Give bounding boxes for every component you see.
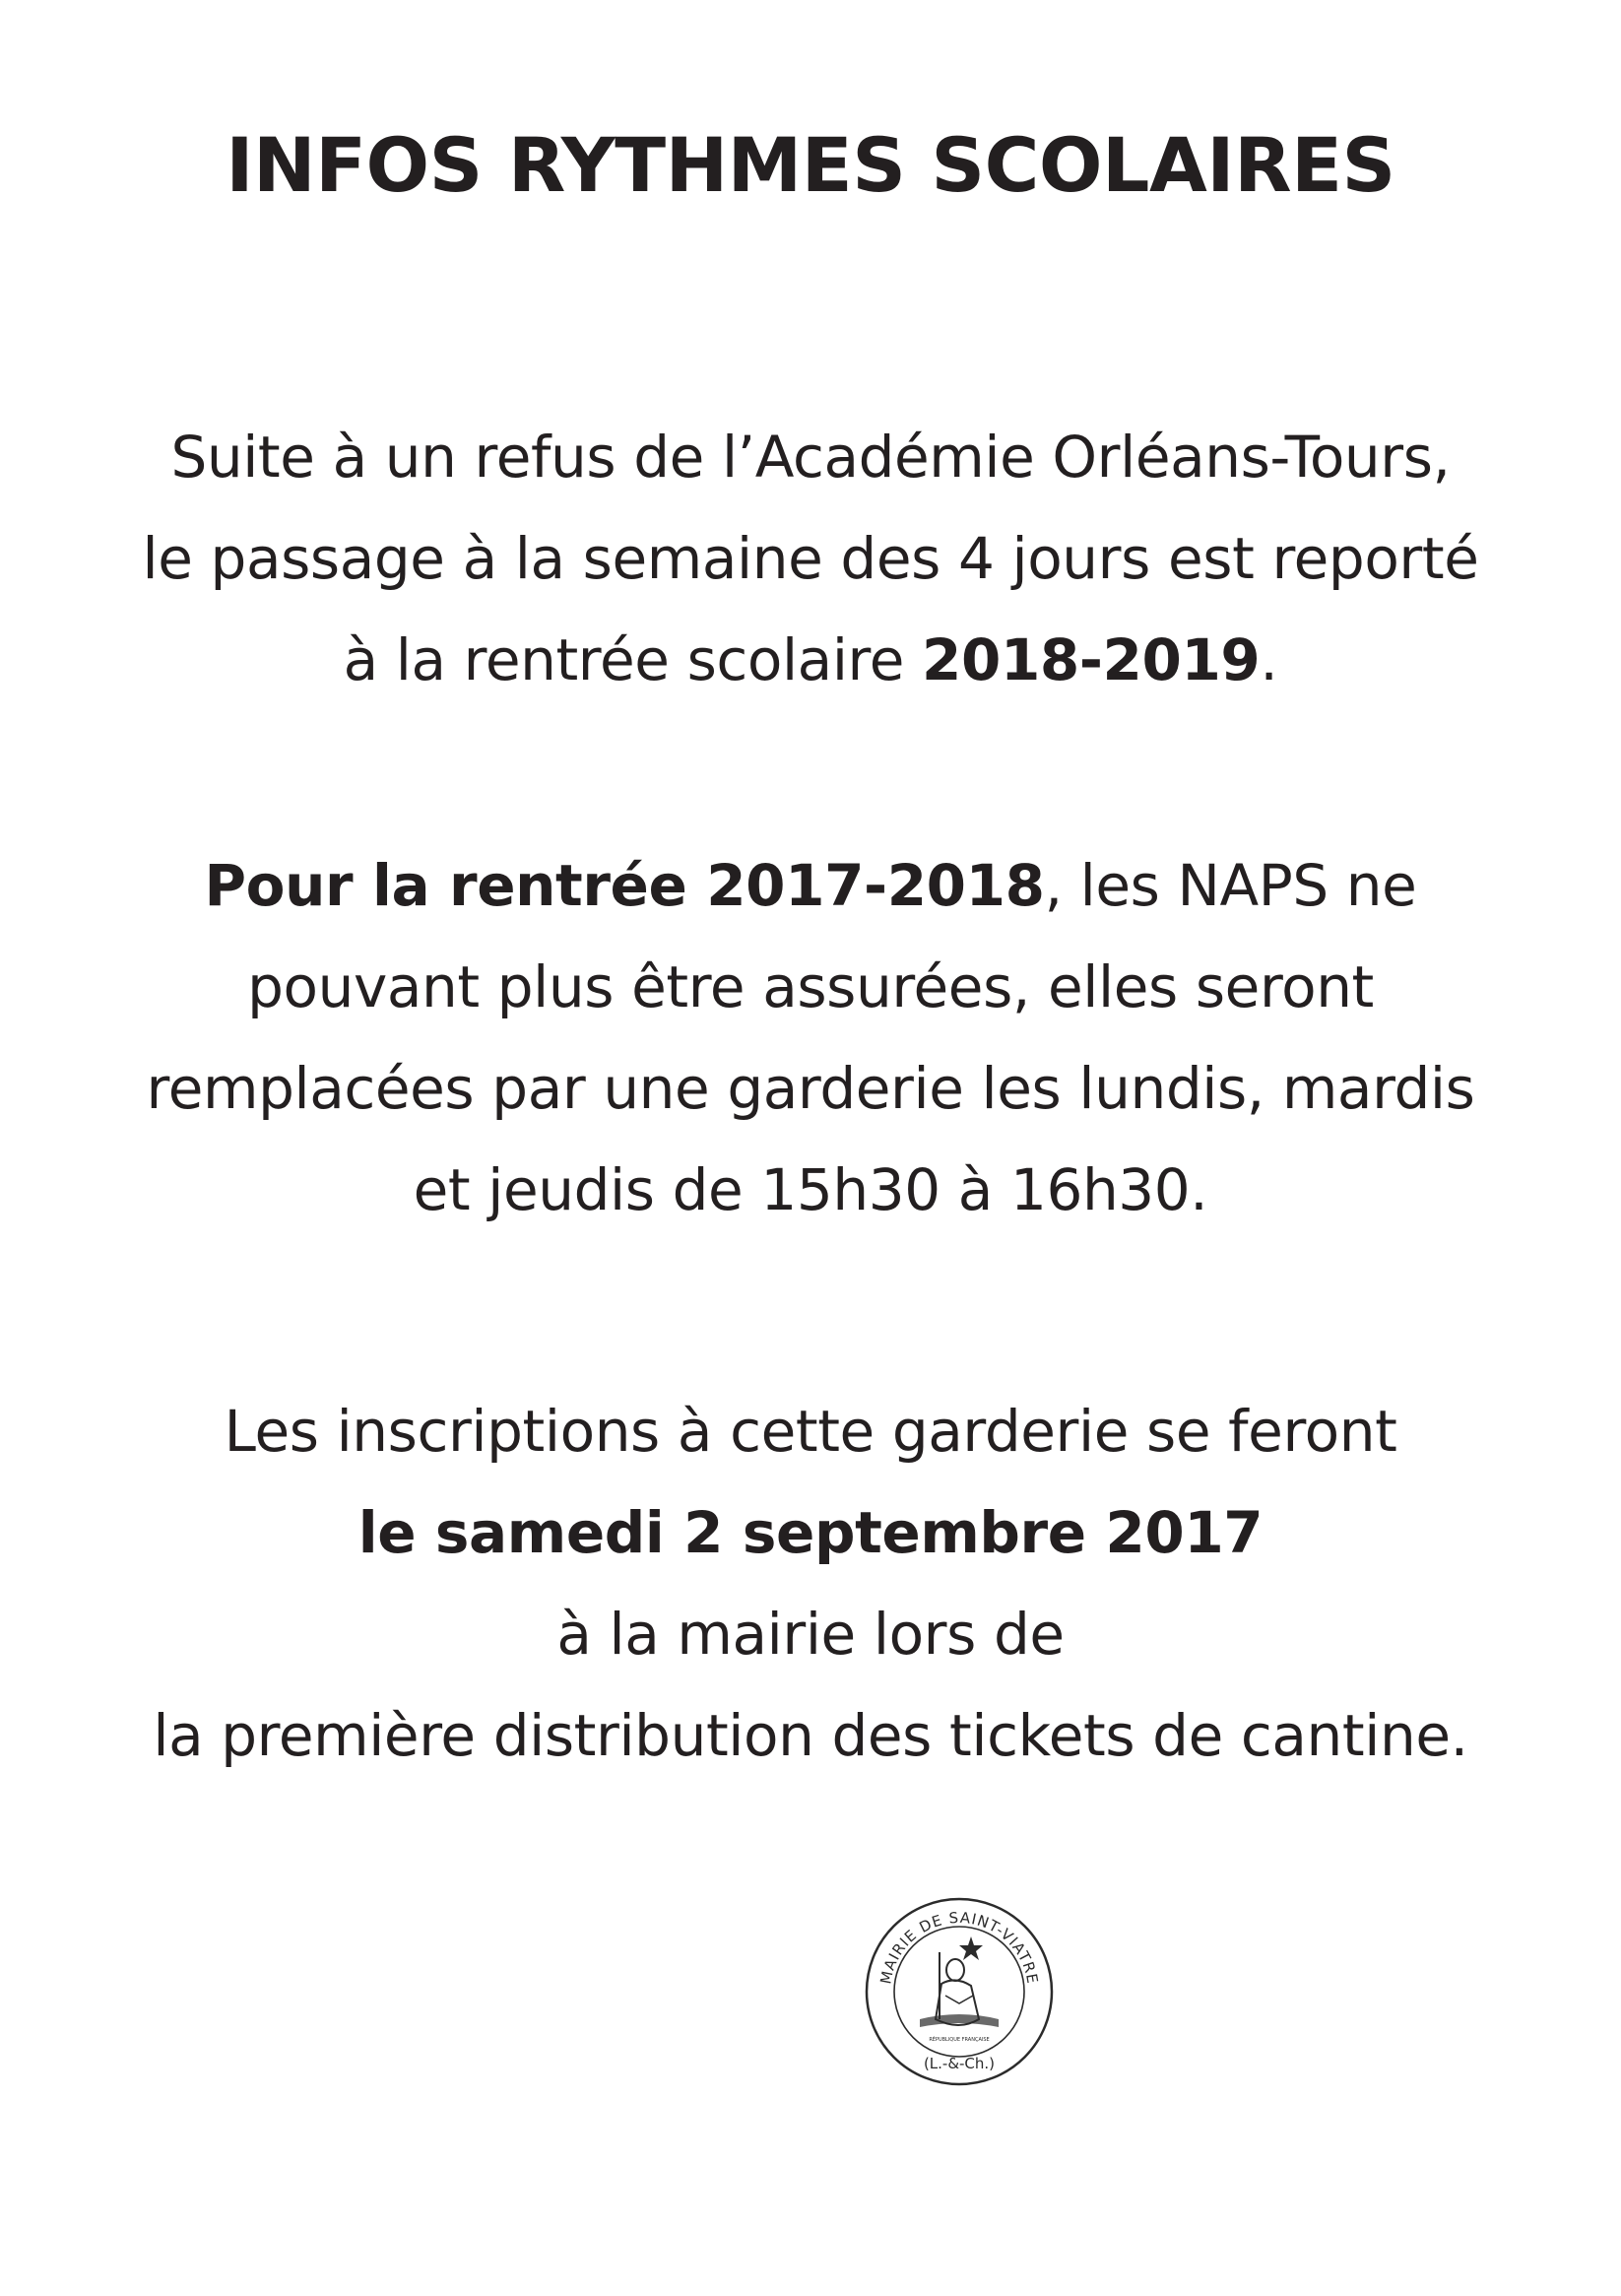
paragraph2-line4: et jeudis de 15h30 à 16h30. — [413, 1156, 1208, 1223]
paragraph1-line3 — [0, 610, 1621, 711]
paragraph1-line3-end: . — [1260, 626, 1278, 693]
paragraph2-line1-text: , les NAPS ne — [1044, 852, 1417, 919]
seal-outer-lettering: MAIRIE DE SAINT-VIATRE — [876, 1908, 1042, 1986]
paragraph1-line2: le passage à la semaine des 4 jours est reporté — [142, 525, 1479, 592]
figure-drapery — [945, 1996, 973, 2003]
registration-date: le samedi 2 septembre 2017 — [357, 1499, 1264, 1566]
paragraph2-line1 — [0, 835, 1621, 937]
paragraph-naps-replacement — [0, 835, 1621, 1241]
paragraph2-line3: remplacées par une garderie les lundis, mardis — [146, 1055, 1475, 1122]
paragraph-postponement — [0, 407, 1621, 711]
star-icon — [959, 1936, 983, 1960]
seal-graphic — [861, 1893, 1058, 2090]
seal-inner-lettering: RÉPUBLIQUE FRANÇAISE — [929, 2037, 990, 2043]
rentree-2017-2018: Pour la rentrée 2017-2018 — [204, 852, 1045, 919]
paragraph3-line1: Les inscriptions à cette garderie se feront — [224, 1398, 1397, 1465]
school-year-2018-2019: 2018-2019 — [922, 626, 1261, 693]
paragraph3-line4: la première distribution des tickets de cantine. — [153, 1702, 1468, 1769]
paragraph2-line2: pouvant plus être assurées, elles seront — [247, 953, 1374, 1020]
paragraph3-line3: à la mairie lors de — [556, 1601, 1065, 1668]
paragraph1-line3-text: à la rentrée scolaire — [343, 626, 923, 693]
document-title: INFOS RYTHMES SCOLAIRES — [226, 121, 1395, 209]
paragraph-registrations — [0, 1381, 1621, 1787]
paragraph1-line1: Suite à un refus de l’Académie Orléans-Tours, — [170, 424, 1451, 491]
seal-bottom-lettering: (L.-&-Ch.) — [923, 2055, 996, 2072]
mairie-seal-stamp — [861, 1893, 1058, 2090]
figure-head — [946, 1959, 964, 1981]
